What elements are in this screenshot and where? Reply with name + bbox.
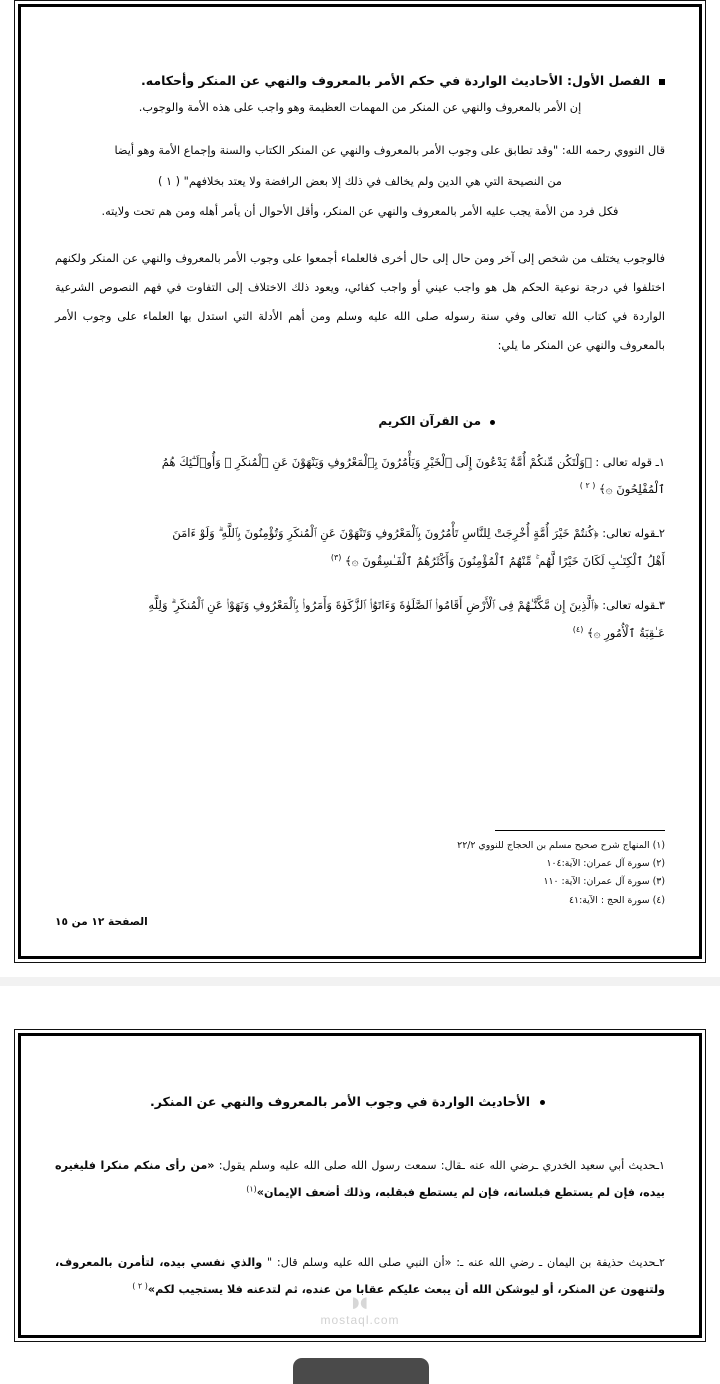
hadith-section-heading-row — [55, 1092, 665, 1112]
nawawi-quote-line-1: قال النووي رحمه الله: "وقد تطابق على وجوب الأمر بالمعروف والنهي عن المنكر الكتاب والسنة وإجماع الأمة وهو أيضا — [114, 143, 665, 157]
hadith-item — [55, 1152, 665, 1207]
page-1-inner-frame — [18, 4, 702, 959]
footnote-item: (٤) سورة الحج : الآية:٤١ — [569, 894, 665, 906]
hadith-2-footnote-ref: ( ٢ ) — [132, 1281, 148, 1291]
watermark-text: mostaql.com — [320, 1313, 400, 1327]
verse-1-footnote-ref: ( ٢ ) — [579, 481, 596, 491]
round-bullet-icon — [540, 1100, 545, 1105]
verse-item — [55, 521, 665, 575]
verse-2-footnote-ref: (٣) — [330, 553, 342, 563]
verse-2-text-line-1: ﴿كُنتُمْ خَيْرَ أُمَّةٍ أُخْرِجَتْ لِلنَّاسِ تَأْمُرُونَ بِٱلْمَعْرُوفِ وَتَنْهَوْنَ عَنِ ٱلْمُنكَرِ وَتُؤْمِنُونَ بِٱللَّهِ ۗ وَلَوْ ءَامَنَ — [172, 526, 599, 541]
hadith-2-body: والذي نفسي بيده، لتأمرن بالمعروف، ولتنهون عن المنكر، أو ليوشكن الله أن يبعث عليكم عقابا من عنده، ثم لتدعنه فلا يستجيب لكم» — [55, 1255, 665, 1297]
nawawi-quote-line-2: من النصيحة التي هي الدين ولم يخالف في ذلك إلا بعض الرافضة ولا يعتد بخلافهم" ( ١ ) — [158, 175, 562, 189]
verse-item — [55, 593, 665, 647]
page-1-outer-frame — [14, 0, 706, 963]
quran-section-heading: من القرآن الكريم — [378, 414, 481, 429]
chapter-heading-row — [55, 71, 665, 91]
verse-3-text-line-1: ﴿ٱلَّذِينَ إِن مَّكَّنَّـٰهُمْ فِى ٱلْأَرْضِ أَقَامُوا۟ ٱلصَّلَوٰةَ وَءَاتَوُا۟ ٱلزَّكَوٰةَ وَأَمَرُوا۟ بِٱلْمَعْرُوفِ وَنَهَوْا۟ عَنِ ٱلْمُنكَرِ ۗ وَلِلَّهِ — [148, 597, 599, 612]
intro-line: إن الأمر بالمعروف والنهي عن المنكر من المهمات العظيمة وهو واجب على هذه الأمة والوجوب. — [138, 101, 582, 114]
hadith-2-narrator: ٢ـحديث حذيفة بن اليمان ـ رضي الله عنه ـ: «أن النبي صلى الله عليه وسلم قال: " — [262, 1255, 665, 1269]
hadith-1-body: «من رأى منكم منكرا فليغيره بيده، فإن لم يستطع فبلسانه، فإن لم يستطع فبقلبه، وذلك أضعف الإيمان» — [55, 1159, 665, 1200]
footnotes-block — [55, 830, 665, 910]
verse-item — [55, 450, 665, 504]
document-page-2 — [0, 1029, 720, 1342]
hadith-item — [55, 1249, 665, 1304]
footnote-item: (٣) سورة آل عمران: الآية: ١١٠ — [543, 876, 665, 888]
scholars-paragraph: فالوجوب يختلف من شخص إلى آخر ومن حال إلى حال أخرى فالعلماء أجمعوا على وجوب الأمر بالمعروف والنهي عن المنكر ولكنهم اختلفوا في درجة نوعية الحكم هل هو واجب عيني أو واجب كفائي، ويعود ذلك الاختلاف إلى التفاوت في فهم النصوص الشرعية الواردة في كتاب الله تعالى وفي سنة رسوله صلى الله عليه وسلم ومن أهم الأدلة التي استدل بها العلماء على وجوب الأمر بالمعروف والنهي عن المنكر ما يلي: — [55, 252, 665, 352]
square-bullet-icon — [659, 79, 665, 85]
obligation-line: فكل فرد من الأمة يجب عليه الأمر بالمعروف والنهي عن المنكر، وأقل الأحوال أن يأمر أهله ومن هم تحت ولايته. — [101, 205, 619, 219]
page-number-label: الصفحة ١٢ من ١٥ — [55, 916, 148, 929]
page-2-inner-frame — [18, 1033, 702, 1338]
page-1-body — [21, 7, 699, 956]
footnote-separator-rule — [495, 830, 665, 831]
verse-1-prefix: ١ـ قوله تعالى : — [591, 455, 665, 469]
watermark-logo-icon: ◖◗ — [351, 1293, 369, 1311]
quran-section-heading-row — [55, 412, 665, 431]
verse-2-text-line-2: أَهْلُ ٱلْكِتَـٰبِ لَكَانَ خَيْرًا لَّهُم ۚ مِّنْهُمُ ٱلْمُؤْمِنُونَ وَأَكْثَرُهُمُ ٱلْفَـٰسِقُونَ ۞﴾ — [345, 554, 665, 569]
bottom-overlay-chip[interactable] — [293, 1358, 429, 1384]
page-2-outer-frame — [14, 1029, 706, 1342]
page-separator — [0, 963, 720, 1029]
verse-2-prefix: ٢ـقوله تعالى: — [598, 527, 665, 541]
hadith-section-heading: الأحاديث الواردة في وجوب الأمر بالمعروف والنهي عن المنكر. — [149, 1094, 530, 1109]
verse-3-text-line-2: عَـٰقِبَةُ ٱلْأُمُورِ ۞﴾ — [586, 625, 665, 640]
verse-3-prefix: ٣ـقوله تعالى: — [598, 598, 665, 612]
page-2-body — [21, 1036, 699, 1335]
hadith-1-footnote-ref: (١) — [246, 1184, 257, 1194]
verse-3-footnote-ref: (٤) — [572, 624, 584, 634]
footnote-item: (٢) سورة آل عمران: الآية:١٠٤ — [546, 858, 665, 870]
footnote-item: (١) المنهاج شرح صحيح مسلم بن الحجاج للنووي ٢٢/٢ — [457, 839, 665, 851]
chapter-heading: الفصل الأول: الأحاديث الواردة في حكم الأمر بالمعروف والنهي عن المنكر وأحكامه. — [141, 73, 650, 88]
verse-1-text-line-2: ٱلْمُفْلِحُونَ ۞﴾ — [599, 482, 665, 497]
round-bullet-icon — [490, 420, 495, 425]
page-separator-band — [0, 977, 720, 986]
hadith-1-narrator: ١ـحديث أبي سعيد الخدري ـرضي الله عنه ـقال: سمعت رسول الله صلى الله عليه وسلم يقول: — [214, 1159, 665, 1172]
verse-1-text-line-1: ﴿وَلْتَكُن مِّنكُمْ أُمَّةٌ يَدْعُونَ إِلَى ٱلْخَيْرِ وَيَأْمُرُونَ بِٱلْمَعْرُوفِ وَيَنْهَوْنَ عَنِ ٱلْمُنكَرِ ۚ وَأُو۟لَـٰٓئِكَ هُمُ — [161, 454, 592, 469]
footnote-list — [55, 837, 665, 910]
